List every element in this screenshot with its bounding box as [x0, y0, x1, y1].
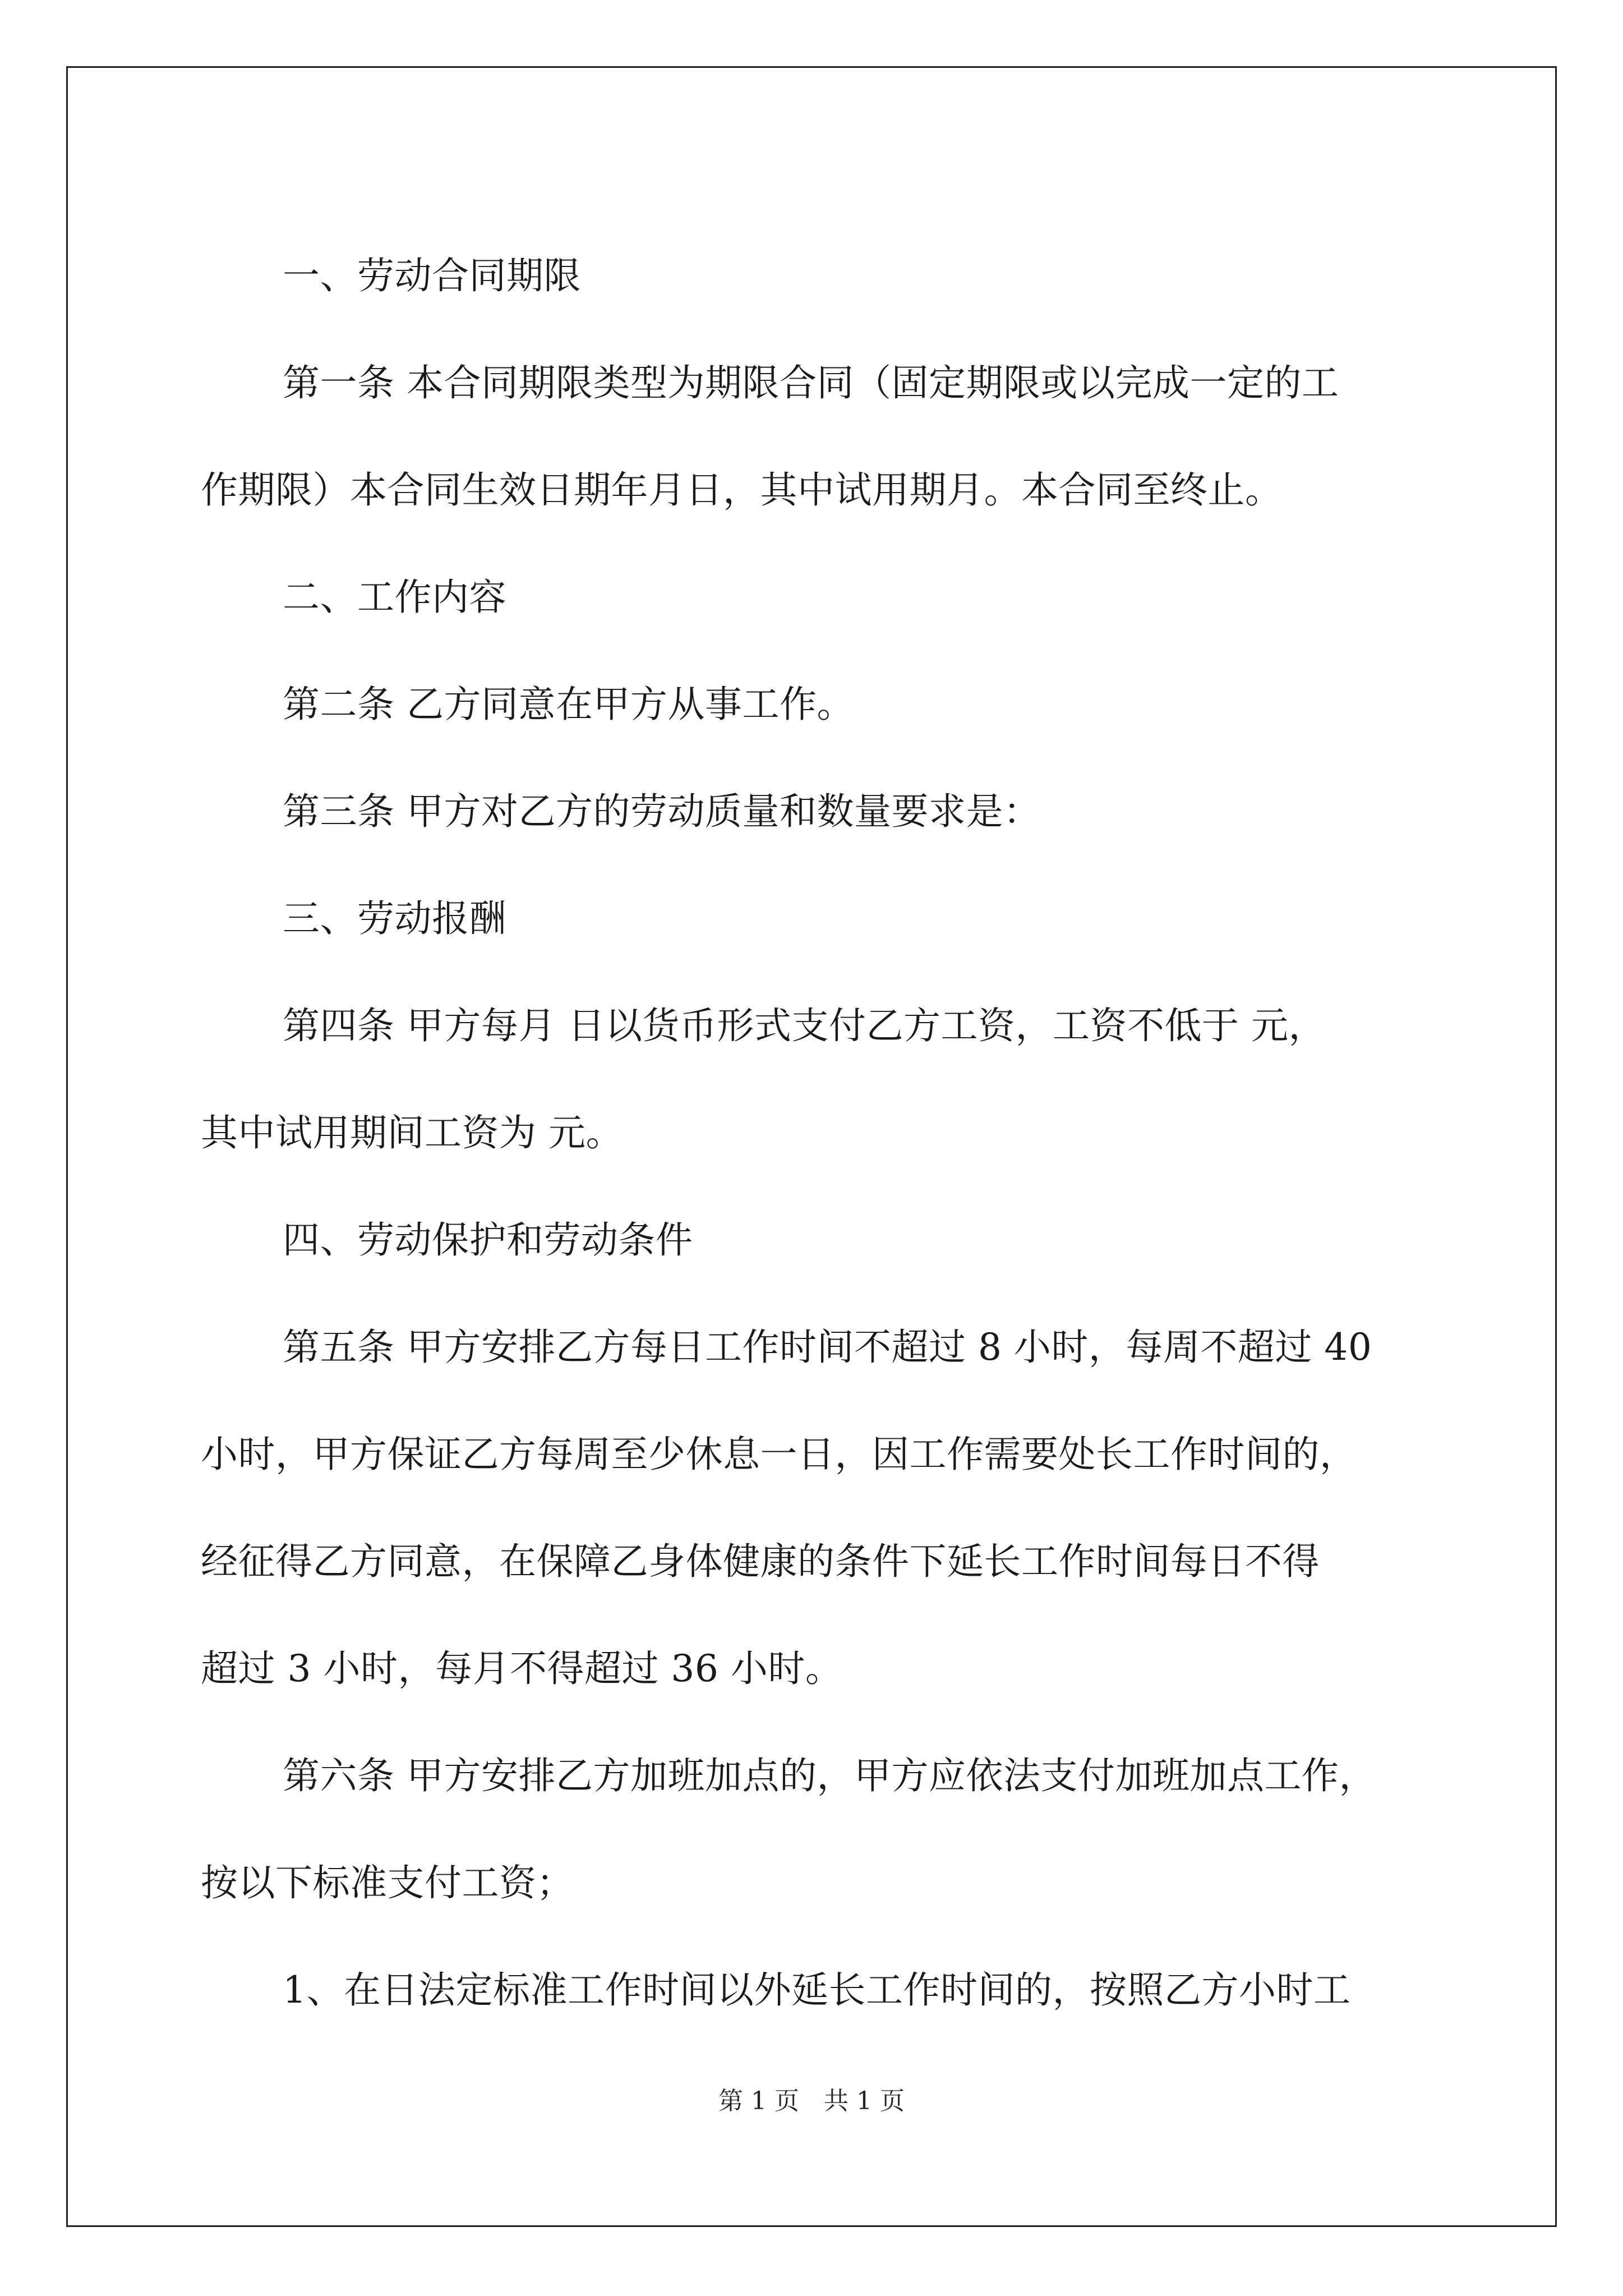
text-line: 二、工作内容 [283, 576, 506, 619]
section-heading-4 [201, 1186, 1429, 1294]
article-6-continuation [201, 1829, 1429, 1936]
page-footer [0, 2086, 1623, 2117]
text-line: 作期限）本合同生效日期年月日，其中试用期月。本合同至终止。 [201, 468, 1283, 512]
article-4 [201, 972, 1429, 1079]
article-5 [201, 1294, 1429, 1401]
text-line: 第六条 甲方安排乙方加班加点的，甲方应依法支付加班加点工作， [283, 1754, 1376, 1797]
text-line: 小时，甲方保证乙方每周至少休息一日，因工作需要处长工作时间的， [201, 1433, 1357, 1476]
article-4-continuation [201, 1079, 1429, 1186]
page-number-current: 第 1 页 [718, 2087, 799, 2115]
article-5-continuation [201, 1401, 1429, 1722]
section-heading-2 [201, 544, 1429, 651]
article-6 [201, 1722, 1429, 1829]
text-line: 按以下标准支付工资； [201, 1861, 574, 1904]
text-line: 其中试用期间工资为 元。 [201, 1111, 623, 1154]
text-line: 1、在日法定标准工作时间以外延长工作时间的，按照乙方小时工 [283, 1968, 1351, 2012]
article-1-continuation [201, 436, 1429, 544]
text-line: 一、劳动合同期限 [283, 254, 581, 297]
text-line: 第三条 甲方对乙方的劳动质量和数量要求是： [283, 790, 1041, 833]
article-2 [201, 651, 1429, 758]
document-body [201, 222, 1429, 2044]
page-number-total: 共 1 页 [824, 2087, 905, 2115]
text-line: 第二条 乙方同意在甲方从事工作。 [283, 683, 854, 726]
section-heading-1 [201, 222, 1429, 329]
section-heading-3 [201, 865, 1429, 972]
text-line: 三、劳动报酬 [283, 897, 506, 940]
article-3 [201, 758, 1429, 865]
text-line: 第一条 本合同期限类型为期限合同（固定期限或以完成一定的工 [283, 361, 1339, 404]
clause-1 [201, 1936, 1429, 2044]
text-line: 第四条 甲方每月 日以货币形式支付乙方工资，工资不低于 元， [283, 1004, 1326, 1047]
text-line: 经征得乙方同意，在保障乙身体健康的条件下延长工作时间每日不得 [201, 1540, 1320, 1583]
text-line: 四、劳动保护和劳动条件 [283, 1218, 693, 1262]
text-line: 超过 3 小时，每月不得超过 36 小时。 [201, 1647, 843, 1690]
text-line: 第五条 甲方安排乙方每日工作时间不超过 8 小时，每周不超过 40 [283, 1326, 1372, 1369]
article-1 [201, 329, 1429, 436]
